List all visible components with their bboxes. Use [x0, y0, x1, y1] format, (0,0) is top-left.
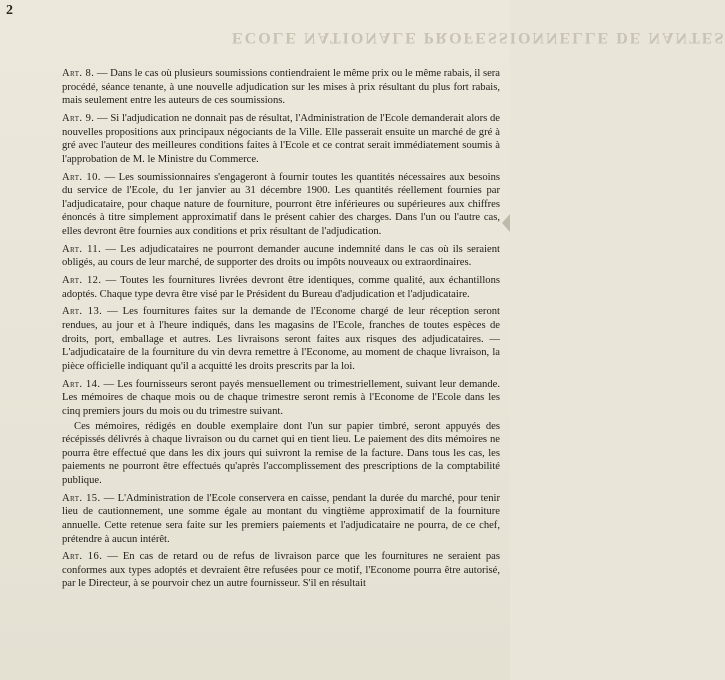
article-text: — Les soumissionnaires s'engageront à fournir toutes les quantités nécessaires aux besoins du service de l'Ecole, du 1er janvier au 31 décembre 1900. Les quantités réellement fournies par l'adjudicataire, pour chaque nature de fourniture, pourront être inférieures ou supérieures aux chiffres énoncés à titre simplement approximatif dans le présent cahier des charges. Dans l'un ou l'autre cas, elles devront être fournies aux conditions et prix résultant de l'adjudication.: [62, 171, 500, 237]
article-10: [62, 171, 500, 239]
article-text: — Les fournitures faites sur la demande de l'Econome chargé de leur réception seront rendues, au jour et à l'heure indiqués, dans les magasins de l'Ecole, franches de toutes espèces de droits, port, emballage et autres. Les livraisons seront faites aux risques des adjudicataires. — L'adjudicataire de la fourniture du vin devra remettre à l'Econome, au moment de chaque livraison, la pièce officielle indiquant qu'il a acquitté les droits prescrits par la loi.: [62, 306, 500, 372]
article-11: [62, 243, 500, 270]
article-label: Art. 15.: [62, 492, 101, 504]
article-13: [62, 305, 500, 373]
article-text: — En cas de retard ou de refus de livraison parce que les fournitures ne seraient pas conformes aux types adoptés et devraient être refusées pour ce motif, l'Econome pourra être autorisé, par le Directeur, à se pourvoir chez un autre fournisseur. S'il en résultait: [62, 551, 500, 590]
article-label: Art. 16.: [62, 551, 103, 563]
article-label: Art. 9.: [62, 112, 95, 124]
article-label: Art. 12.: [62, 275, 102, 287]
article-text: — Les fournisseurs seront payés mensuellement ou trimestriellement, suivant leur demande. Les mémoires de chaque mois ou de chaque trimestre seront remis à l'Econome de l'Ecole dans les cinq premiers jours du mois ou du trimestre suivant.: [62, 378, 501, 417]
article-label: Art. 8.: [62, 68, 95, 79]
article-15: [62, 492, 500, 546]
article-label: Art. 10.: [62, 171, 101, 183]
article-9: [62, 112, 500, 166]
body-text: [62, 67, 500, 595]
article-16: [62, 550, 500, 591]
article-8: [62, 67, 500, 108]
article-14-continuation: Ces mémoires, rédigés en double exemplaire dont l'un sur papier timbré, seront appuyés des récépissés délivrés à chaque livraison ou du carnet qui en tient lieu. Le paiement des dits mémoires ne pourra être effectué que dans les dix jours qui suivront la remise de la facture. Dans tous les cas, les paiements ne pourront être effectués qu'après l'accomplissement des prescriptions de la comptabilité publique.: [62, 420, 500, 486]
page-number: 2: [6, 3, 13, 18]
article-text: — Les adjudicataires ne pourront demander aucune indemnité dans le cas où ils seraient obligés, au cours de leur marché, de supporter des droits ou impôts nouveaux ou extraordinaires.: [62, 243, 500, 269]
bleed-through-heading: ECOLE NATIONALE PROFESSIONNELLE DE NANTES: [232, 29, 725, 46]
article-label: Art. 14.: [62, 378, 101, 390]
article-12: [62, 274, 500, 301]
page-edge-mark: [502, 214, 510, 232]
article-14: [62, 378, 500, 419]
article-text: — L'Administration de l'Ecole conservera en caisse, pendant la durée du marché, pour tenir lieu de cautionnement, une somme égale au montant du vingtième approximatif de la fourniture annuelle. Cette retenue sera faite sur les premiers paiements et l'adjudicataire ne pourra, de ce chef, prétendre à aucun intérêt.: [62, 492, 500, 545]
article-label: Art. 13.: [62, 306, 103, 318]
article-text: — Dans le cas où plusieurs soumissions contiendraient le même prix ou le même rabais, il sera procédé, séance tenante, à une nouvelle adjudication sur les mises à prix résultant du plus fort rabais, mais seulement entre les auteurs de ces soumissions.: [62, 68, 500, 107]
article-text: — Toutes les fournitures livrées devront être identiques, comme qualité, aux échantillons adoptés. Chaque type devra être visé par le Président du Bureau d'adjudication et l'adjudicataire.: [62, 275, 500, 300]
article-label: Art. 11.: [62, 243, 102, 255]
article-text: — Si l'adjudication ne donnait pas de résultat, l'Administration de l'Ecole demanderait alors de nouvelles propositions aux principaux négociants de la Ville. Elle passerait ensuite un marché de gré à gré avec l'auteur des meilleures conditions faites à l'Ecole et ce contrat serait immédiatement soumis à l'approbation de M. le Ministre du Commerce.: [62, 112, 500, 165]
